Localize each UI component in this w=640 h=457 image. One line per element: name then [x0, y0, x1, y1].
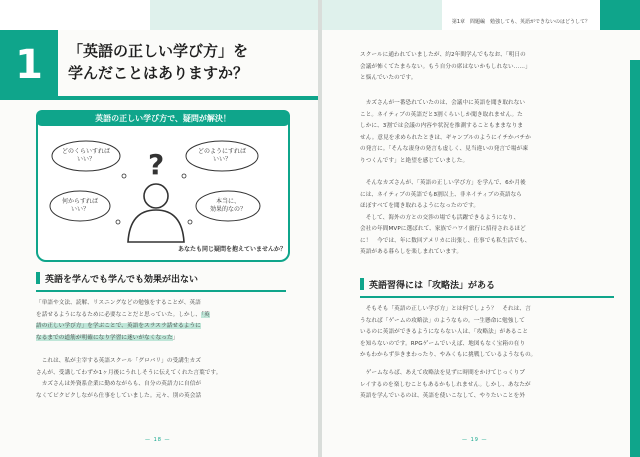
- left-page: [0, 0, 318, 457]
- highlighted-quote: 「英 語の正しい学び方」を学ぶことで、英語をスラスラ話せるように なるまでの道筋が明確になり学習に迷いがなくなった: [36, 311, 210, 341]
- section-title: [68, 40, 308, 84]
- thinking-person-illustration: [38, 114, 288, 260]
- figure-caption: あなたも同じ疑問を抱えていませんか？: [177, 246, 286, 253]
- chapter-edge-tab: [630, 60, 640, 457]
- bubble-how: どのようにすれば いい？: [197, 148, 246, 163]
- right-paragraph-5: ゲームならば、あえて攻略法を見ずに時間をかけてじっくりプ レイするのを楽しむこともあるかもしれません。しかし、あなたが 英語を学んでいるのは、英語を使いこなして、やりたいことを外: [360, 370, 531, 399]
- top-band-right: [322, 0, 640, 30]
- illustration-box: [36, 112, 290, 262]
- page-number-right: — 19 —: [462, 437, 488, 443]
- section-heading-right: [360, 278, 614, 298]
- person-head: [144, 184, 168, 208]
- person-body: [128, 210, 184, 242]
- quote-text: 「単語や文法、読解、リスニングなどの勉強をすることが、英語 を話せるようになるために必要なことだと思っていた。しかし、: [36, 300, 202, 318]
- title-line-1: 「英語の正しい学び方」を: [68, 42, 249, 60]
- figure-banner: 英語の正しい学び方で、疑問が解決！: [36, 110, 290, 126]
- question-mark-icon: ?: [148, 148, 165, 181]
- right-page: [322, 0, 640, 457]
- left-paragraph-1: [36, 298, 286, 344]
- section-heading-text: 英語習得には「攻略法」がある: [369, 281, 496, 291]
- quote-close: 」: [172, 334, 179, 341]
- bubble-really-effective: 本当に、 効果的なの？: [209, 198, 246, 213]
- left-paragraph-2: これは、私が主宰する英語スクール「グロバリ」の受講生カズ さんが、受講してわずか1ヶ月後にうれしそうに伝えてくれた言葉です。 カズさんは外資系企業に勤めながらも、自分の英語力に自信が なくてビクビクしながら仕事をしていました。元々、別の英会話: [36, 358, 222, 399]
- page-number-left: — 18 —: [145, 437, 171, 443]
- title-underline: [58, 96, 318, 100]
- right-paragraph-2: カズさんが一番恐れていたのは、会議中に英語を聞き取れない こと。ネイティブの英語だと3割くらいしか聞き取れません。た しかに、3割では会議の内容や状況を推測することもままなりま せん。意見を求められたときは、ギャンブルのようにイチかバチか の発言に。「そんな凄身の発言も虚しく、見当違いの発言で場が凍 りつくんです」と絶望を感じていました。: [360, 100, 531, 164]
- bubble-how-much: どのくらいすれば いい？: [61, 148, 110, 163]
- right-paragraph-1: スクールに通われていましたが、約2年間学んでもなお、「明日の 会議が怖くてたまらない。もう自分の席はないかもしれない……」 と悩んでいたのです。: [360, 52, 531, 81]
- section-heading-left: [36, 272, 286, 292]
- running-head: 第1章 問題編 勉強しても、英語ができないのはどうして？: [451, 19, 590, 25]
- right-paragraph-4: そもそも「英語の正しい学び方」とは何でしょう？ それは、言 うなれば「ゲームの攻略法」のようなもの。一生懸命に勉強して いるのに英語ができるようにならない人は、「攻略法」があること を知らないのです。RPGゲームでいえば、地図もなく宝箱の在り かもわからず歩きまわったり、やみくもに挑戦しているようなもの。: [360, 306, 537, 358]
- heading-marker: [360, 278, 364, 290]
- chapter-number: 1: [15, 42, 43, 88]
- top-band: [0, 0, 318, 30]
- heading-marker: [36, 272, 40, 284]
- right-paragraph-3: そんなカズさんが、「英語の正しい学び方」を学んで、6か月後 には、ネイティブの英語でも8割以上、非ネイティブの英語なら ほぼすべてを聞き取れるようになったのです。 そして、海外の方との交渉の場でも活躍できるようになり、 会社の年間MVPに選ばれて、家族でハワイ旅行に招待されるほど に！ 今では、年に数回アメリカに出張し、仕事でも私生活でも、 英語がある暮らしを楽しまれています。: [360, 180, 531, 255]
- title-line-2: 学んだことはありますか？: [68, 64, 249, 82]
- section-heading-text: 英語を学んでも学んでも効果が出ない: [45, 275, 199, 285]
- bubble-where-to-start: 何からすれば いい？: [61, 198, 98, 213]
